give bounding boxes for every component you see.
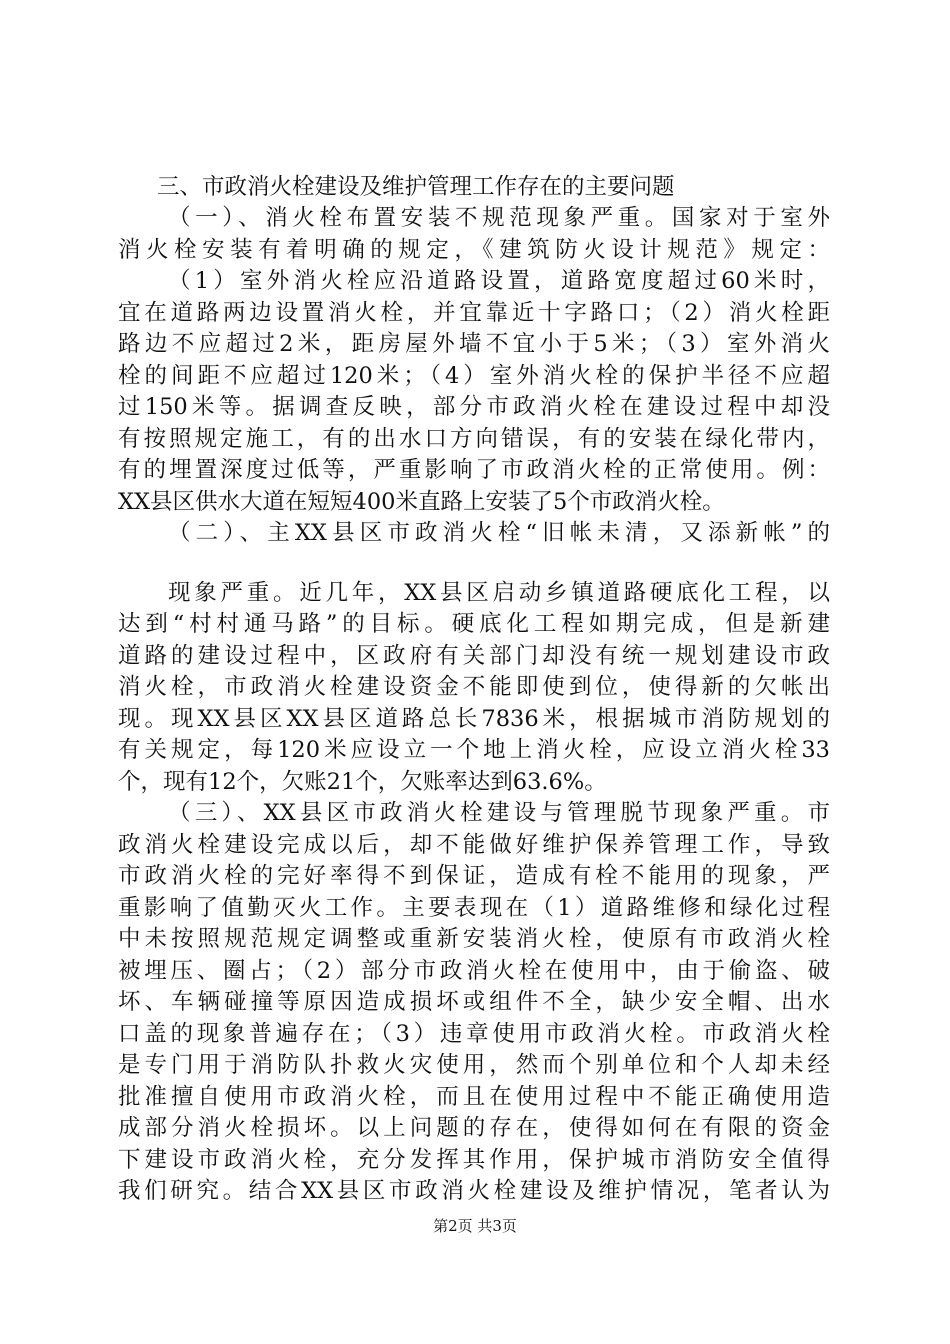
paragraph-line: 批准擅自使用市政消火栓，而且在使用过程中不能正确使用造 bbox=[118, 1084, 830, 1110]
paragraph-line: 消火栓安装有着明确的规定，《建筑防火设计规范》规定： bbox=[118, 237, 830, 263]
section-heading: 三、市政消火栓建设及维护管理工作存在的主要问题 bbox=[157, 174, 675, 200]
paragraph-line: 我们研究。结合XX县区市政消火栓建设及维护情况，笔者认为 bbox=[118, 1178, 830, 1204]
paragraph-line: （二）、主XX县区市政消火栓“旧帐未清，又添新帐”的 bbox=[168, 520, 830, 546]
paragraph-line: 重影响了值勤灭火工作。主要表现在（1）道路维修和绿化过程 bbox=[118, 895, 830, 921]
paragraph-line: 坏、车辆碰撞等原因造成损坏或组件不全，缺少安全帽、出水 bbox=[118, 989, 830, 1015]
paragraph-line: XX县区供水大道在短短400米直路上安装了5个市政消火栓。 bbox=[118, 489, 725, 515]
paragraph-line: 被埋压、圈占；（2）部分市政消火栓在使用中，由于偷盗、破 bbox=[118, 958, 830, 984]
paragraph-line: 路边不应超过2米，距房屋外墙不宜小于5米；（3）室外消火 bbox=[118, 331, 830, 357]
paragraph-line: （三）、XX县区市政消火栓建设与管理脱节现象严重。市 bbox=[168, 800, 830, 826]
paragraph-line: 下建设市政消火栓，充分发挥其作用，保护城市消防安全值得 bbox=[118, 1147, 830, 1173]
paragraph-line: （1）室外消火栓应沿道路设置，道路宽度超过60米时， bbox=[168, 268, 830, 294]
paragraph-line: 市政消火栓的完好率得不到保证，造成有栓不能用的现象，严 bbox=[118, 863, 830, 889]
paragraph-line: 成部分消火栓损坏。以上问题的存在，使得如何在有限的资金 bbox=[118, 1115, 830, 1141]
paragraph-line: 有关规定，每120米应设立一个地上消火栓，应设立消火栓33 bbox=[118, 737, 830, 763]
paragraph-line: 政消火栓建设完成以后，却不能做好维护保养管理工作，导致 bbox=[118, 832, 830, 858]
paragraph-line: 栓的间距不应超过120米；（4）室外消火栓的保护半径不应超 bbox=[118, 363, 830, 389]
paragraph-line: 现。现XX县区XX县区道路总长7836米，根据城市消防规划的 bbox=[118, 706, 830, 732]
page-footer: 第2页 共3页 bbox=[433, 1217, 517, 1235]
paragraph-line: 道路的建设过程中，区政府有关部门却没有统一规划建设市政 bbox=[118, 643, 830, 669]
paragraph-line: 是专门用于消防队扑救火灾使用，然而个别单位和个人却未经 bbox=[118, 1052, 830, 1078]
paragraph-line: 中未按照规范规定调整或重新安装消火栓，使原有市政消火栓 bbox=[118, 926, 830, 952]
paragraph-line: 口盖的现象普遍存在；（3）违章使用市政消火栓。市政消火栓 bbox=[118, 1021, 830, 1047]
paragraph-line: 个，现有12个，欠账21个，欠账率达到63.6%。 bbox=[118, 769, 607, 795]
paragraph-line: 宜在道路两边设置消火栓，并宜靠近十字路口；（2）消火栓距 bbox=[118, 300, 830, 326]
paragraph-line: 有的埋置深度过低等，严重影响了市政消火栓的正常使用。例： bbox=[118, 457, 830, 483]
paragraph-line: 达到“村村通马路”的目标。硬底化工程如期完成，但是新建 bbox=[118, 611, 830, 637]
paragraph-line: 有按照规定施工，有的出水口方向错误，有的安装在绿化带内， bbox=[118, 426, 830, 452]
paragraph-line: （一）、消火栓布置安装不规范现象严重。国家对于室外 bbox=[168, 205, 830, 231]
paragraph-line: 消火栓，市政消火栓建设资金不能即使到位，使得新的欠帐出 bbox=[118, 674, 830, 700]
paragraph-line: 现象严重。近几年，XX县区启动乡镇道路硬底化工程，以 bbox=[168, 580, 830, 606]
paragraph-line: 过150米等。据调查反映，部分市政消火栓在建设过程中却没 bbox=[118, 394, 830, 420]
